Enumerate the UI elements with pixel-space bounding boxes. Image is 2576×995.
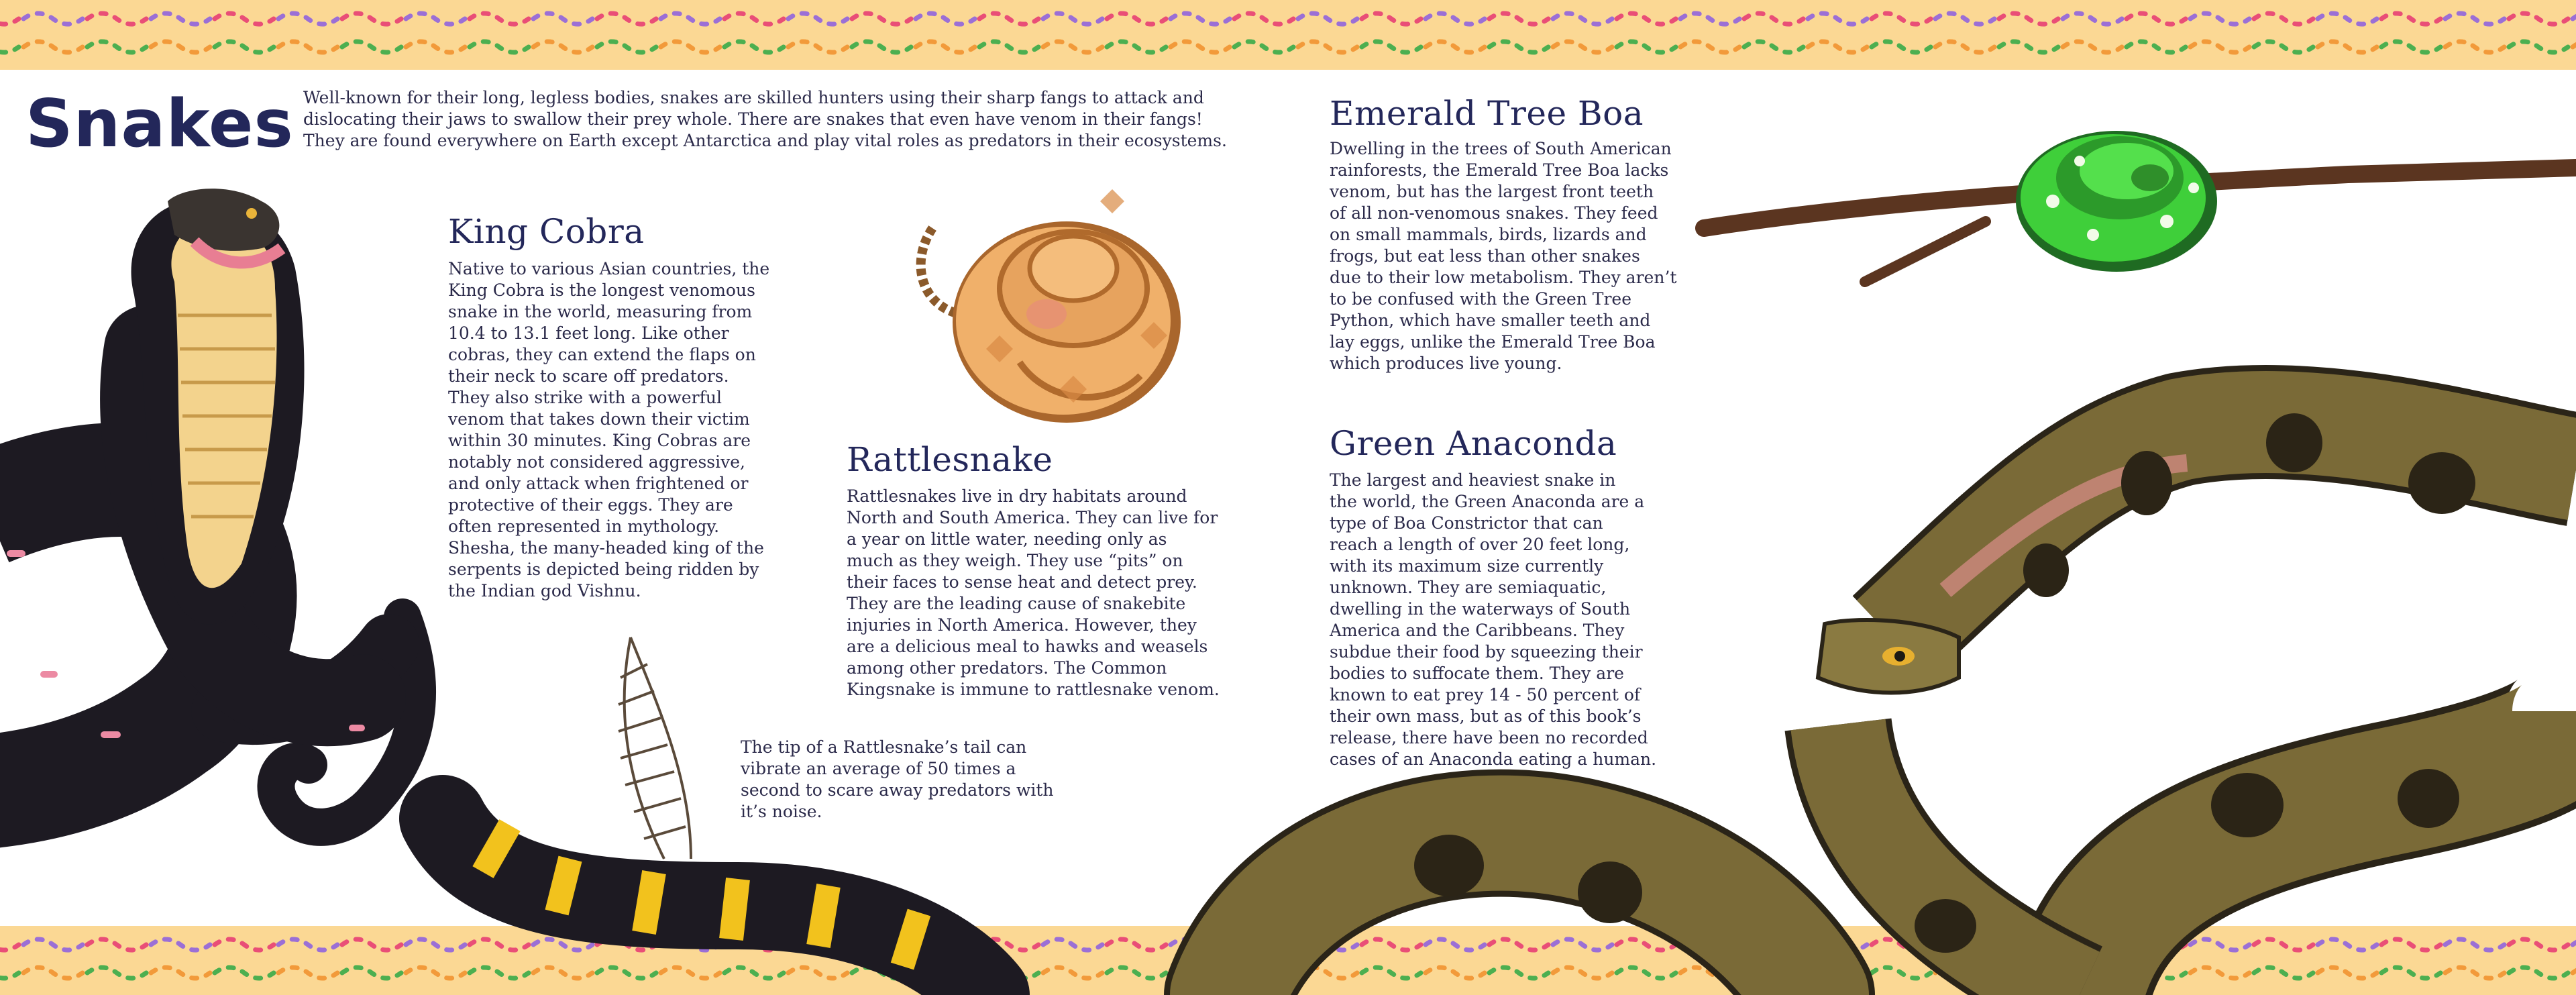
- text-line: lay eggs, unlike the Emerald Tree Boa: [1330, 332, 1656, 352]
- text-line: of all non-venomous snakes. They feed: [1330, 203, 1658, 223]
- king-cobra-heading: King Cobra: [448, 212, 645, 251]
- text-line: snake in the world, measuring from: [448, 302, 753, 321]
- text-line: their faces to sense heat and detect prey.: [847, 572, 1197, 592]
- text-line: on small mammals, birds, lizards and: [1330, 225, 1647, 244]
- rattlesnake-heading: Rattlesnake: [847, 440, 1053, 479]
- text-line: 10.4 to 13.1 feet long. Like other: [448, 323, 729, 343]
- text-line: Shesha, the many-headed king of the: [448, 538, 764, 558]
- text-line: it’s noise.: [741, 802, 822, 821]
- striped-snake-tail-illustration: [443, 819, 986, 995]
- text-line: injuries in North America. However, they: [847, 615, 1197, 635]
- text-line: with its maximum size currently: [1330, 556, 1604, 576]
- rattlesnake-illustration: [921, 189, 1181, 423]
- text-line: King Cobra is the longest venomous: [448, 280, 755, 300]
- king-cobra-body: [448, 258, 824, 602]
- text-line: within 30 minutes. King Cobras are: [448, 431, 751, 450]
- text-line: a year on little water, needing only as: [847, 529, 1167, 549]
- text-line: North and South America. They can live for: [847, 508, 1218, 527]
- text-line: Dwelling in the trees of South American: [1330, 139, 1672, 158]
- text-line: their own mass, but as of this book’s: [1330, 706, 1642, 726]
- text-line: dwelling in the waterways of South: [1330, 599, 1631, 619]
- text-line: to be confused with the Green Tree: [1330, 289, 1632, 309]
- text-line: venom, but has the largest front teeth: [1330, 182, 1654, 201]
- emerald-tree-boa-heading: Emerald Tree Boa: [1330, 94, 1644, 133]
- text-line: unknown. They are semiaquatic,: [1330, 578, 1607, 597]
- text-line: often represented in mythology.: [448, 517, 720, 536]
- text-line: reach a length of over 20 feet long,: [1330, 535, 1630, 554]
- text-line: They also strike with a powerful: [448, 388, 722, 407]
- text-line: type of Boa Constrictor that can: [1330, 513, 1603, 533]
- text-line: They are the leading cause of snakebite: [847, 594, 1186, 613]
- intro-paragraph: Well-known for their long, legless bodies, snakes are skilled hunters using their sharp fangs to attack and dislocating their jaws to swallow their prey whole. There are snakes that even have venom in their fangs! They are found everywhere on Earth except Antarctica and play vital roles as predators in their ecosystems.: [303, 88, 1227, 150]
- text-line: and only attack when frightened or: [448, 474, 749, 493]
- text-line: The tip of a Rattlesnake’s tail can: [741, 737, 1027, 757]
- text-line: among other predators. The Common: [847, 658, 1167, 678]
- rattle-tail-sketch: [619, 637, 691, 859]
- text-line: known to eat prey 14 - 50 percent of: [1330, 685, 1641, 704]
- text-line: vibrate an average of 50 times a: [741, 759, 1016, 778]
- rattlesnake-body: [847, 486, 1263, 700]
- text-line: bodies to suffocate them. They are: [1330, 664, 1624, 683]
- text-line: Rattlesnakes live in dry habitats around: [847, 486, 1187, 506]
- king-cobra-illustration: [0, 189, 417, 827]
- text-line: America and the Caribbeans. They: [1330, 621, 1625, 640]
- text-line: frogs, but eat less than other snakes: [1330, 246, 1640, 266]
- text-line: the world, the Green Anaconda are a: [1330, 492, 1645, 511]
- text-line: Kingsnake is immune to rattlesnake venom.: [847, 680, 1220, 699]
- text-line: Native to various Asian countries, the: [448, 259, 770, 278]
- green-anaconda-heading: Green Anaconda: [1330, 424, 1617, 463]
- text-line: much as they weigh. They use “pits” on: [847, 551, 1183, 570]
- text-line: Python, which have smaller teeth and: [1330, 311, 1651, 330]
- text-line: The largest and heaviest snake in: [1330, 470, 1616, 490]
- text-line: cases of an Anaconda eating a human.: [1330, 749, 1657, 769]
- text-line: second to scare away predators with: [741, 780, 1054, 800]
- text-line: rainforests, the Emerald Tree Boa lacks: [1330, 160, 1669, 180]
- text-line: release, there have been no recorded: [1330, 728, 1648, 747]
- green-anaconda-body: [1330, 470, 1719, 770]
- emerald-tree-boa-illustration: [1704, 131, 2576, 282]
- text-line: subdue their food by squeezing their: [1330, 642, 1643, 662]
- text-line: their neck to scare off predators.: [448, 366, 729, 386]
- text-line: protective of their eggs. They are: [448, 495, 733, 515]
- text-line: due to their low metabolism. They aren’t: [1330, 268, 1677, 287]
- text-line: the Indian god Vishnu.: [448, 581, 641, 600]
- text-line: venom that takes down their victim: [448, 409, 750, 429]
- text-line: cobras, they can extend the flaps on: [448, 345, 756, 364]
- emerald-tree-boa-body: [1330, 138, 1719, 374]
- text-line: serpents is depicted being ridden by: [448, 560, 759, 579]
- text-line: notably not considered aggressive,: [448, 452, 745, 472]
- rattle-tail-note: [741, 737, 1089, 823]
- text-line: are a delicious meal to hawks and weasels: [847, 637, 1208, 656]
- text-line: which produces live young.: [1330, 354, 1562, 373]
- page-title: Snakes: [25, 86, 294, 162]
